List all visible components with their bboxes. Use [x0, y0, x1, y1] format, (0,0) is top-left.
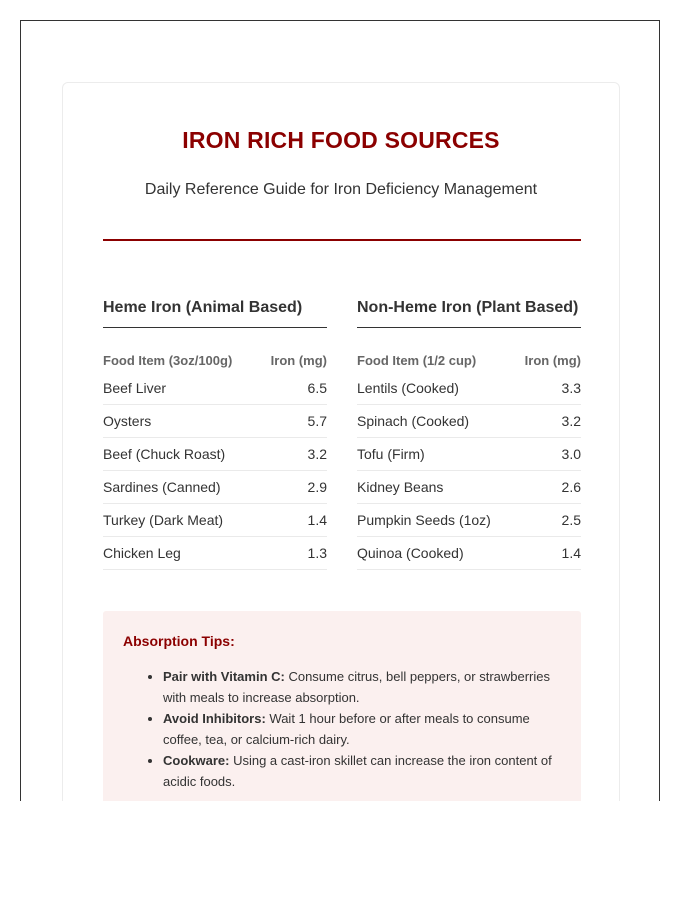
iron-value: 2.9	[307, 479, 327, 495]
food-name: Spinach (Cooked)	[357, 413, 470, 429]
food-name: Pumpkin Seeds (1oz)	[357, 512, 491, 528]
iron-value: 5.7	[307, 413, 327, 429]
table-row	[357, 438, 581, 471]
heme-table-body	[103, 372, 327, 570]
food-name: Lentils (Cooked)	[357, 380, 459, 396]
tip-text: Consume citrus, bell peppers, or strawberries with meals to increase absorption.	[163, 669, 551, 705]
food-name: Quinoa (Cooked)	[357, 545, 464, 561]
non-heme-table-header	[357, 351, 581, 371]
non-heme-iron-heading: Non-Heme Iron (Plant Based)	[357, 297, 581, 328]
tip-label: Pair with Vitamin C:	[163, 669, 285, 684]
table-row	[357, 537, 581, 570]
absorption-tips-list	[123, 666, 561, 792]
page-frame	[20, 20, 660, 801]
heme-iron-heading: Heme Iron (Animal Based)	[103, 297, 327, 328]
title-divider	[103, 239, 581, 241]
reference-card	[62, 82, 620, 801]
non-heme-table-body	[357, 372, 581, 570]
table-row	[103, 537, 327, 570]
tip-label: Avoid Inhibitors:	[163, 711, 266, 726]
iron-value: 3.0	[561, 446, 581, 462]
table-row	[357, 372, 581, 405]
iron-value: 2.5	[561, 512, 581, 528]
iron-value: 1.4	[561, 545, 581, 561]
tip-text: Wait 1 hour before or after meals to consume coffee, tea, or calcium-rich dairy.	[163, 711, 530, 747]
iron-value: 2.6	[561, 479, 581, 495]
absorption-tips-box	[103, 611, 581, 801]
iron-value: 3.2	[561, 413, 581, 429]
table-row	[357, 504, 581, 537]
tip-text: Using a cast-iron skillet can increase the iron content of acidic foods.	[163, 753, 552, 789]
food-name: Beef (Chuck Roast)	[103, 446, 226, 462]
non-heme-col-food: Food Item (1/2 cup)	[357, 353, 477, 368]
list-item	[163, 750, 561, 792]
heme-col-iron: Iron (mg)	[270, 353, 327, 368]
list-item	[163, 666, 561, 708]
heme-col-food: Food Item (3oz/100g)	[103, 353, 233, 368]
page-subtitle: Daily Reference Guide for Iron Deficiency Management	[144, 181, 538, 198]
food-name: Chicken Leg	[103, 545, 181, 561]
food-name: Beef Liver	[103, 380, 167, 396]
table-row	[103, 405, 327, 438]
iron-value: 1.3	[307, 545, 327, 561]
table-row	[103, 438, 327, 471]
table-row	[103, 372, 327, 405]
non-heme-iron-section	[357, 297, 581, 570]
table-row	[357, 471, 581, 504]
tip-label: Cookware:	[163, 753, 230, 768]
heme-iron-section	[103, 297, 327, 570]
iron-value: 3.2	[307, 446, 327, 462]
iron-value: 6.5	[307, 380, 327, 396]
food-name: Tofu (Firm)	[357, 446, 425, 462]
food-name: Sardines (Canned)	[103, 479, 221, 495]
list-item	[163, 708, 561, 750]
absorption-tips-title: Absorption Tips:	[123, 633, 235, 649]
food-name: Kidney Beans	[357, 479, 444, 495]
table-row	[103, 504, 327, 537]
heme-table-header	[103, 351, 327, 371]
table-row	[357, 405, 581, 438]
iron-value: 3.3	[561, 380, 581, 396]
iron-value: 1.4	[307, 512, 327, 528]
page-title: IRON RICH FOOD SOURCES	[182, 127, 500, 153]
food-name: Turkey (Dark Meat)	[103, 512, 224, 528]
food-name: Oysters	[103, 413, 152, 429]
non-heme-col-iron: Iron (mg)	[524, 353, 581, 368]
table-row	[103, 471, 327, 504]
